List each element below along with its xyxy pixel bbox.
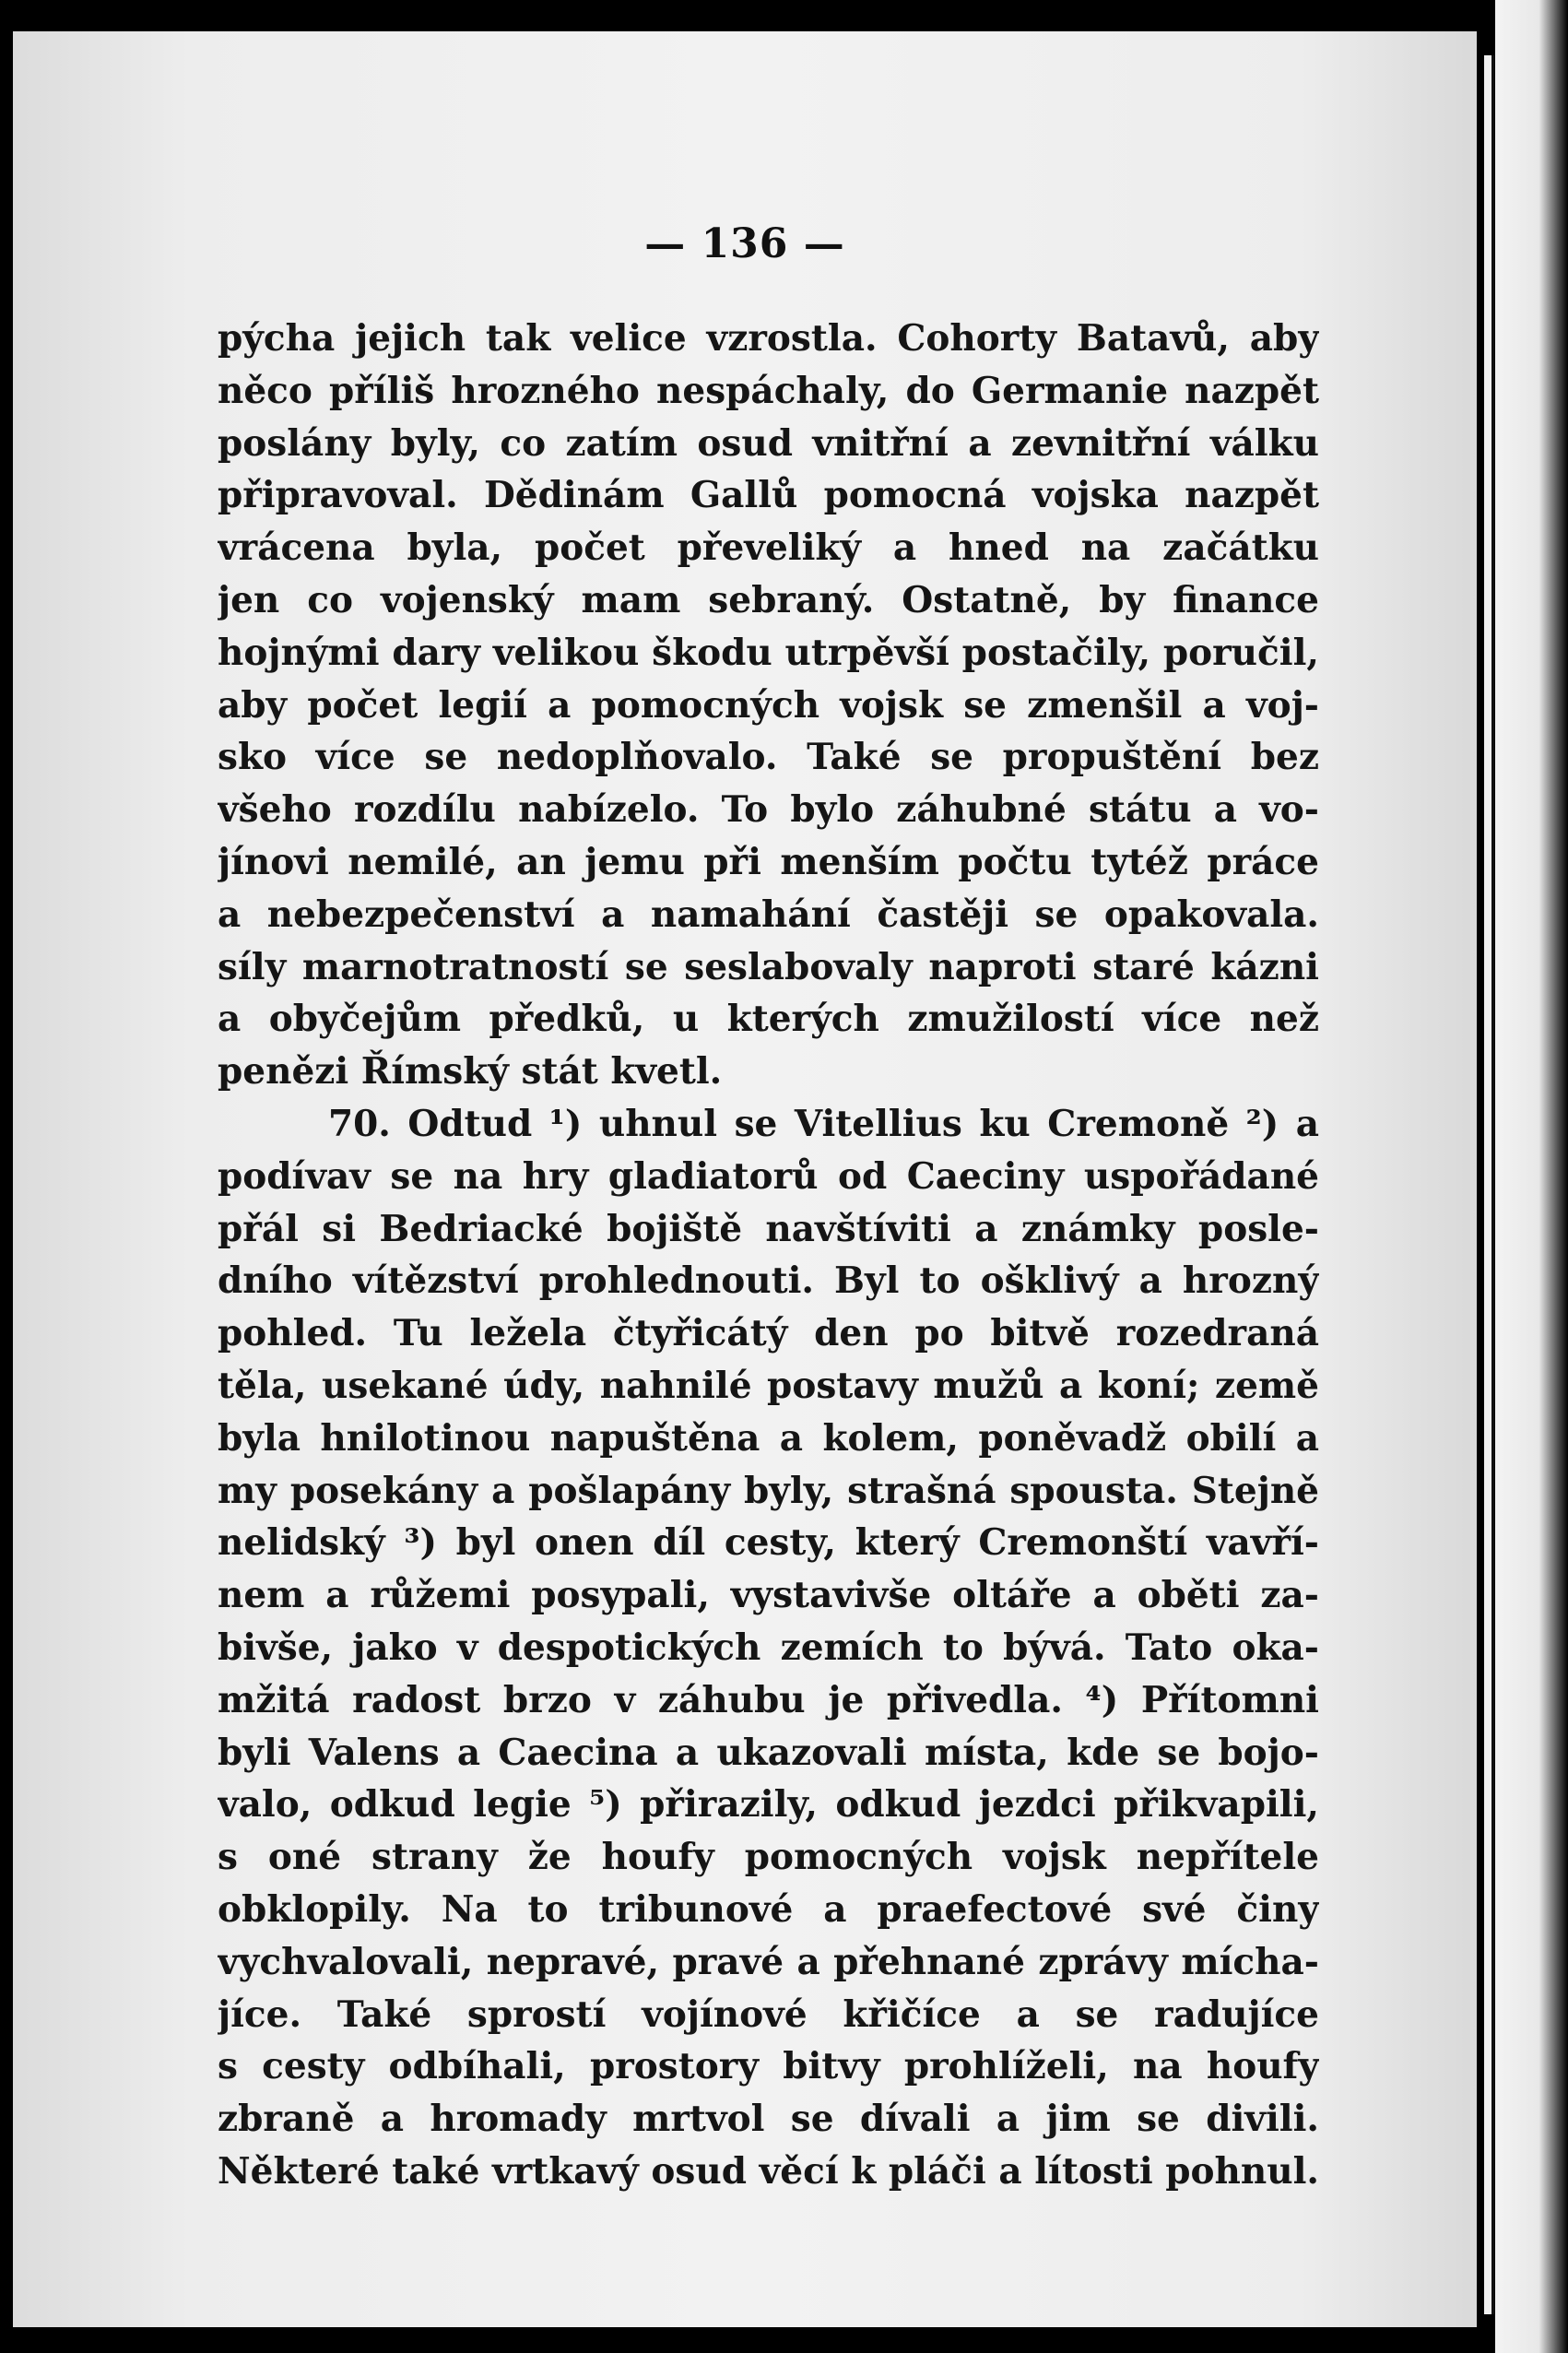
text-line: podívav se na hry gladiatorů od Caeciny uspořádané — [218, 1154, 1319, 1198]
text-line: nem a růžemi posypali, vystavivše oltáře a oběti za- — [218, 1574, 1319, 1617]
book-page — [13, 31, 1477, 2327]
page-number: — 136 — — [644, 220, 845, 267]
text-line: vychvalovali, nepravé, pravé a přehnané zprávy mícha- — [218, 1940, 1319, 1983]
text-line: byla hnilotinou napuštěna a kolem, poněvadž obilí a — [218, 1416, 1319, 1460]
text-line: my posekány a pošlapány byly, strašná spousta. Stejně — [218, 1469, 1319, 1512]
text-line: bivše, jako v despotických zemích to bývá. Tato oka- — [218, 1626, 1319, 1669]
text-line: připravoval. Dědinám Gallů pomocná vojska nazpět — [218, 474, 1319, 517]
text-line: 70. Odtud ¹) uhnul se Vitellius ku Cremoně ²) a — [328, 1102, 1319, 1145]
page-edge — [1484, 55, 1491, 2314]
text-line: zbraně a hromady mrtvol se dívali a jim se divili. — [218, 2098, 1319, 2141]
text-line: sko více se nedoplňovalo. Také se propuštění bez — [218, 736, 1319, 779]
text-line: jíce. Také sprostí vojínové křičíce a se radujíce — [218, 1992, 1319, 2036]
text-line: valo, odkud legie ⁵) přirazily, odkud jezdci přikvapili, — [218, 1783, 1319, 1827]
text-line: obklopily. Na to tribunové a praefectové své činy — [218, 1887, 1319, 1931]
text-line: něco příliš hrozného nespáchaly, do Germanie nazpět — [218, 369, 1319, 412]
text-line: aby počet legií a pomocných vojsk se zmenšil a voj- — [218, 683, 1319, 727]
text-line: jínovi nemilé, an jemu při menším počtu tytéž práce — [218, 840, 1319, 883]
text-line: mžitá radost brzo v záhubu je přivedla. ⁴) Přítomni — [218, 1678, 1319, 1721]
text-line: přál si Bedriacké bojiště navštíviti a známky posle- — [218, 1207, 1319, 1250]
text-line: všeho rozdílu nabízelo. To bylo záhubné státu a vo- — [218, 788, 1319, 832]
text-line: pohled. Tu ležela čtyřicátý den po bitvě rozedraná — [218, 1312, 1319, 1355]
text-line: jen co vojenský mam sebraný. Ostatně, by finance — [218, 578, 1319, 621]
text-line: s oné strany že houfy pomocných vojsk nepřítele — [218, 1836, 1319, 1879]
text-line: dního vítězství prohlednouti. Byl to ošklivý a hrozný — [218, 1259, 1319, 1303]
text-line: nelidský ³) byl onen díl cesty, který Cremonští vavří- — [218, 1521, 1319, 1565]
scan-margin — [1495, 0, 1568, 2353]
text-line: a nebezpečenství a namahání častěji se opakovala. — [218, 893, 1319, 936]
text-line: poslány byly, co zatím osud vnitřní a zevnitřní válku — [218, 421, 1319, 465]
text-line: Některé také vrtkavý osud věcí k pláči a lítosti pohnul. — [218, 2149, 1319, 2193]
text-line: s cesty odbíhali, prostory bitvy prohlíželi, na houfy — [218, 2045, 1319, 2088]
text-line: síly marnotratností se seslabovaly naproti staré kázni — [218, 945, 1319, 988]
text-line: penězi Římský stát kvetl. — [218, 1050, 723, 1094]
text-line: těla, usekané údy, nahnilé postavy mužů a koní; země — [218, 1364, 1319, 1407]
text-line: a obyčejům předků, u kterých zmužilostí více než — [218, 998, 1319, 1041]
text-line: byli Valens a Caecina a ukazovali místa, kde se bojo- — [218, 1731, 1319, 1774]
binding-line — [1491, 55, 1494, 2314]
body-text — [218, 313, 1319, 2198]
text-line: hojnými dary velikou škodu utrpěvší postačily, poručil, — [218, 631, 1319, 674]
text-line: pýcha jejich tak velice vzrostla. Cohorty Batavů, aby — [218, 317, 1319, 360]
text-line: vrácena byla, počet převeliký a hned na začátku — [218, 526, 1319, 570]
